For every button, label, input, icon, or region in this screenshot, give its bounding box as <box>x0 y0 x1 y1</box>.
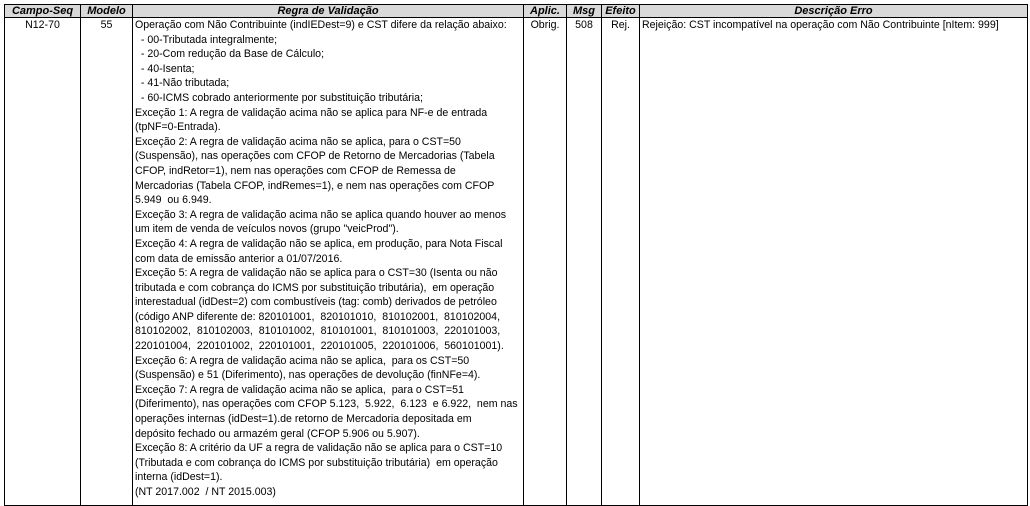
header-modelo: Modelo <box>81 5 133 18</box>
header-msg: Msg <box>567 5 602 18</box>
cell-aplic: Obrig. <box>524 18 567 506</box>
rule-line: um item de venda de veículos novos (grupo "veicProd"). <box>135 223 399 236</box>
rule-line: - 20-Com redução da Base de Cálculo; <box>135 48 325 61</box>
rule-line: tributada e com cobrança do ICMS por substituição tributária), em operação <box>135 281 495 294</box>
rule-line: - 60-ICMS cobrado anteriormente por substituição tributária; <box>135 91 423 104</box>
rule-line: 5.949 ou 6.949. <box>135 194 212 207</box>
rule-line: (Suspensão), nas operações com CFOP de Retorno de Mercadorias (Tabela <box>135 150 495 163</box>
cell-efeito: Rej. <box>602 18 640 506</box>
rule-line: Operação com Não Contribuinte (indIEDest=9) e CST difere da relação abaixo: <box>135 19 507 31</box>
rule-line: Exceção 1: A regra de validação acima não se aplica para NF-e de entrada <box>135 106 488 119</box>
validation-rules-table <box>4 4 1028 506</box>
header-aplic: Aplic. <box>524 5 567 18</box>
rule-line: (Tributada e com cobrança do ICMS por substituição tributária) em operação <box>135 456 498 469</box>
rule-line: Exceção 6: A regra de validação acima não se aplica, para os CST=50 <box>135 354 470 367</box>
rule-line: - 00-Tributada integralmente; <box>135 33 278 46</box>
validation-table-container <box>4 4 1027 506</box>
header-row <box>5 5 1028 18</box>
rule-line: (tpNF=0-Entrada). <box>135 121 221 134</box>
rule-line: 220101004, 220101002, 220101001, 220101005, 220101006, 560101001). <box>135 340 504 353</box>
header-efeito: Efeito <box>602 5 640 18</box>
cell-campo-seq: N12-70 <box>5 18 81 506</box>
rule-line: - 41-Não tributada; <box>135 77 230 90</box>
header-descricao: Descrição Erro <box>640 5 1028 18</box>
rule-line: com data de emissão anterior a 01/07/2016. <box>135 252 343 265</box>
rule-line: Exceção 2: A regra de validação acima não se aplica, para o CST=50 <box>135 135 461 148</box>
rule-line: Exceção 4: A regra de validação não se aplica, em produção, para Nota Fiscal <box>135 237 503 250</box>
rule-line: operações internas (idDest=1).de retorno de Mercadoria depositada em <box>135 413 472 426</box>
cell-msg: 508 <box>567 18 602 506</box>
rule-line: Mercadorias (Tabela CFOP, indRemes=1), e nem nas operações com CFOP <box>135 179 495 192</box>
rule-line: Exceção 5: A regra de validação não se aplica para o CST=30 (Isenta ou não <box>135 267 498 280</box>
rule-lines <box>135 18 521 500</box>
header-campo-seq: Campo-Seq <box>5 5 81 18</box>
rule-line: depósito fechado ou armazém geral (CFOP 5.906 ou 5.907). <box>135 427 420 440</box>
rule-line: (Suspensão) e 51 (Diferimento), nas operações de devolução (finNFe=4). <box>135 369 481 382</box>
rule-line: CFOP, indRetor=1), nem nas operações com CFOP de Remessa de <box>135 164 456 177</box>
rule-line: (NT 2017.002 / NT 2015.003) <box>135 486 276 498</box>
table-row <box>5 18 1028 506</box>
rule-line: interestadual (idDest=2) com combustíveis (tag: comb) derivados de petróleo <box>135 296 497 309</box>
header-regra: Regra de Validação <box>133 5 524 18</box>
rule-line: Exceção 3: A regra de validação acima não se aplica quando houver ao menos <box>135 208 507 221</box>
rule-line: 810102002, 810102003, 810101002, 810101001, 810101003, 220101003, <box>135 325 501 338</box>
cell-modelo: 55 <box>81 18 133 506</box>
rule-line: interna (idDest=1). <box>135 471 223 484</box>
rule-line: Exceção 8: A critério da UF a regra de validação não se aplica para o CST=10 <box>135 442 503 455</box>
rule-line: Exceção 7: A regra de validação acima não se aplica, para o CST=51 <box>135 383 464 396</box>
cell-regra <box>133 18 524 506</box>
rule-line: (código ANP diferente de: 820101001, 820101010, 810102001, 810102004, <box>135 310 501 323</box>
rule-line: - 40-Isenta; <box>135 62 195 75</box>
rule-line: (Diferimento), nas operações com CFOP 5.123, 5.922, 6.123 e 6.922, nem nas <box>135 398 518 411</box>
cell-descricao: Rejeição: CST incompatível na operação com Não Contribuinte [nItem: 999] <box>640 18 1028 506</box>
